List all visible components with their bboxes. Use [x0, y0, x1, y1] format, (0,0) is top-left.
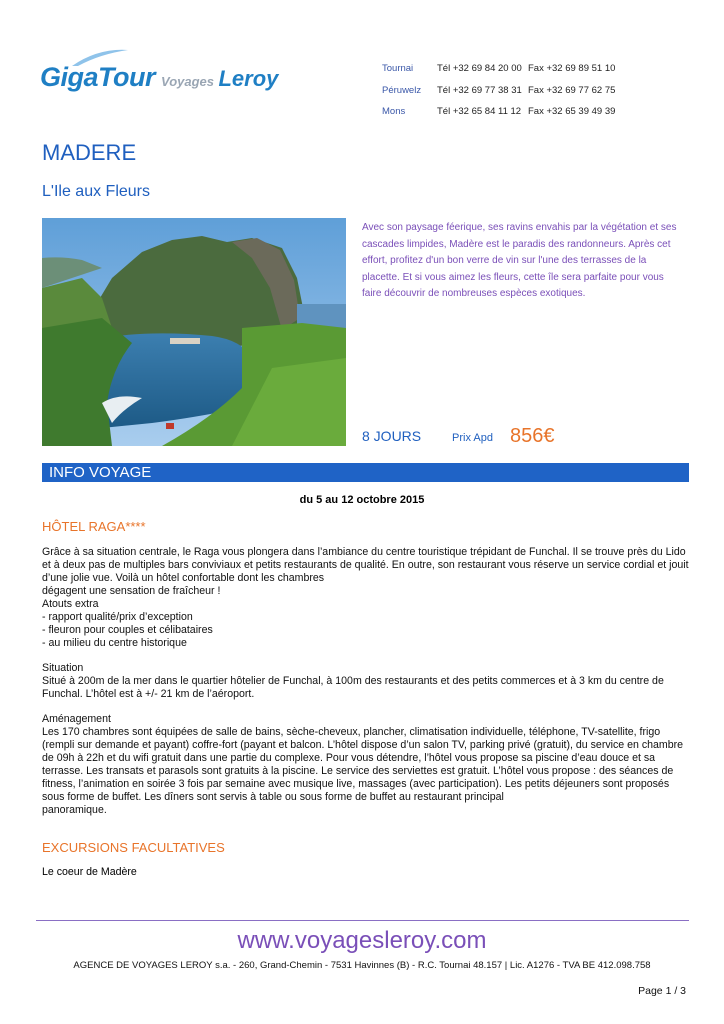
excursion-item: Le coeur de Madère	[42, 866, 137, 878]
situation-section	[42, 662, 692, 701]
contact-city: Tournai	[382, 63, 414, 75]
hotel-title: HÔTEL RAGA****	[42, 519, 146, 534]
agency-footer: AGENCE DE VOYAGES LEROY s.a. - 260, Grand-Chemin - 7531 Havinnes (B) - R.C. Tournai 48.157 | Lic. A1276 - TVA BE 412.098.758	[73, 960, 651, 971]
price-value: 856€	[510, 425, 555, 447]
hotel-intro-text: dégagent une sensation de fraîcheur !	[42, 585, 221, 597]
contact-tel: Tél +32 69 84 20 00	[437, 63, 522, 75]
atout-item: - rapport qualité/prix d’exception	[42, 611, 193, 623]
atouts-heading: Atouts extra	[42, 598, 99, 610]
amenagement-text-end: panoramique.	[42, 804, 107, 816]
contact-row	[382, 80, 615, 102]
contact-tel: Tél +32 69 77 38 31	[437, 84, 522, 96]
amenagement-text: Les 170 chambres sont équipées de salle de bains, sèche-cheveux, plancher, climatisation individuelle, téléphone, TV-satellite, frigo (rempli sur demande et payant) coffre-fort (payant et balcon. L’hôtel dispose d’un salon TV, parking privé (gratuit), du service en chambre de 09h à 22h et du wifi gratuit dans une partie du complexe. Pour vous détendre, l’hôtel vous propose sa piscine d’eau douce et sa terrasse. Les transats et parasols sont gratuits à la piscine. Le service des serviettes est gratuit. L’hôtel vous propose : des séances de fitness, l’animation en soirée 3 fois par semaine avec musique live, massages (avec participation). Les petits déjeuners sont proposés sous forme de buffet. Les dîners sont servis à table ou sous forme de buffet au restaurant principal	[42, 726, 684, 803]
contact-city: Péruwelz	[382, 84, 422, 96]
logo-leroy: Leroy	[218, 66, 279, 91]
hotel-intro-text: Grâce à sa situation centrale, le Raga vous plongera dans l’ambiance du centre touristique trépidant de Funchal. Il se trouve près du Lido et à deux pas de multiples bars conviviaux et petits restaurants de qualité. En outre, son restaurant vous réserve un service cordial et jouit d’une jolie vue. Voilà un hôtel confortable dont les chambres	[42, 546, 689, 584]
page-title: MADERE	[42, 140, 137, 165]
amenagement-section	[42, 713, 692, 817]
page-subtitle: L'Ile aux Fleurs	[42, 183, 150, 200]
amenagement-heading: Aménagement	[42, 713, 111, 725]
excursions-heading: EXCURSIONS FACULTATIVES	[42, 840, 225, 855]
info-voyage-bar	[42, 463, 689, 482]
page-number: Page 1 / 3	[638, 985, 686, 997]
trip-duration: 8 JOURS	[362, 428, 422, 444]
situation-text: Situé à 200m de la mer dans le quartier hôtelier de Funchal, à 100m des restaurants et des petits commerces et à 3 km du centre de Funchal. L’hôtel est à +/- 21 km de l’aéroport.	[42, 675, 664, 700]
contact-city: Mons	[382, 106, 406, 118]
website-link[interactable]: www.voyagesleroy.com	[237, 927, 487, 954]
situation-heading: Situation	[42, 662, 84, 674]
footer-divider	[36, 920, 689, 921]
destination-description: Avec son paysage féerique, ses ravins envahis par la végétation et ses cascades limpides, Madère est le paradis des randonneurs. Après cet effort, profitez d'un bon verre de vin sur l'une des terrasses de la placette. Et si vous aimez les fleurs, cette île sera parfaite pour vous faire découvrir de nombreuses espèces exotiques.	[362, 222, 677, 299]
contact-row	[382, 58, 615, 80]
trip-dates: du 5 au 12 octobre 2015	[299, 494, 425, 506]
agency-logo	[40, 52, 279, 98]
atout-item: - fleuron pour couples et célibataires	[42, 624, 213, 636]
destination-photo	[42, 218, 346, 446]
contact-fax: Fax +32 65 39 49 39	[528, 106, 616, 118]
atout-item: - au milieu du centre historique	[42, 637, 187, 649]
contact-table	[382, 58, 615, 123]
price-label: Prix Apd	[452, 432, 493, 444]
contact-fax: Fax +32 69 77 62 75	[528, 84, 616, 96]
logo-voyages: Voyages	[161, 74, 214, 89]
contact-row	[382, 101, 615, 123]
contact-tel: Tél +32 65 84 11 12	[437, 106, 522, 118]
contact-fax: Fax +32 69 89 51 10	[528, 63, 616, 75]
info-voyage-label: INFO VOYAGE	[49, 464, 152, 481]
hotel-intro	[42, 546, 692, 650]
logo-giga: GigaTour	[40, 62, 155, 92]
